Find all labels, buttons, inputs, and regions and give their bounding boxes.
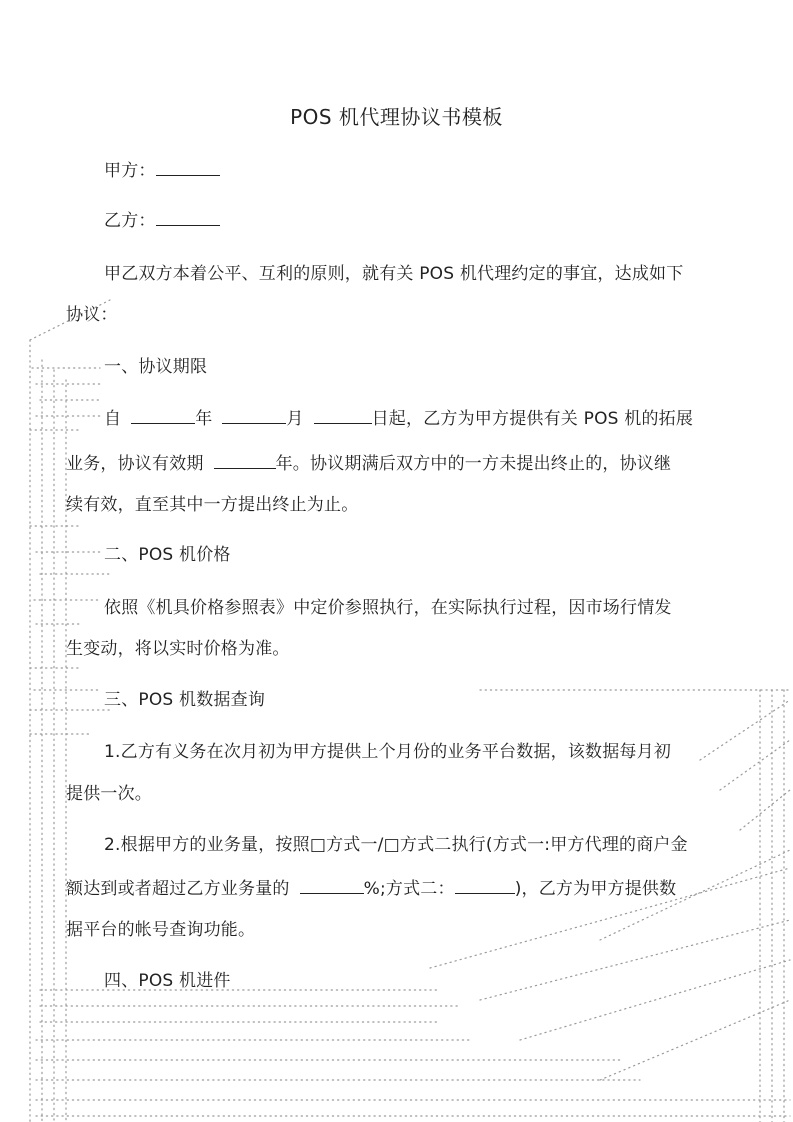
method-two-blank[interactable] [455,877,515,894]
validity-years-blank[interactable] [214,452,276,469]
section1-p2-start: 业务，协议有效期 [66,454,204,474]
section1-p2-rest: 年。协议期满后双方中的一方未提出终止的，协议继 [275,454,672,474]
section3-item2-mid: %;方式二： [363,879,455,899]
section3-item2-line3: 据平台的帐号查询功能。 [66,920,256,940]
section1-para-line3: 续有效，直至其中一方提出终止为止。 [66,495,359,515]
intro-line-2: 协议： [66,305,118,325]
percentage-blank[interactable] [300,877,364,894]
section2-heading: 二、POS 机价格 [104,545,231,565]
month-blank[interactable] [222,407,286,424]
section1-heading: 一、协议期限 [104,357,208,377]
section3-heading: 三、POS 机数据查询 [104,690,266,710]
section3-item2-end: )，乙方为甲方提供数 [514,879,677,899]
party-b-line [104,209,220,233]
section1-para-line1 [104,407,693,431]
section3-item2-start: 额达到或者超过乙方业务量的 [66,879,290,899]
section1-p1-rest: 日起，乙方为甲方提供有关 POS 机的拓展 [371,409,694,429]
section4-heading: 四、POS 机进件 [104,971,231,991]
year-blank[interactable] [131,407,195,424]
party-b-blank[interactable] [156,209,220,226]
section1-p1-start: 自 [104,409,122,429]
section3-item1-line2: 提供一次。 [66,784,152,804]
document-title: POS 机代理协议书模板 [290,105,503,129]
party-a-line [104,159,220,183]
party-a-blank[interactable] [156,159,220,176]
section1-para-line2 [66,452,671,476]
day-blank[interactable] [314,407,372,424]
section3-item2-line1: 2.根据甲方的业务量，按照□方式一/□方式二执行(方式一:甲方代理的商户金 [104,835,688,855]
section3-item1-line1: 1.乙方有义务在次月初为甲方提供上个月份的业务平台数据，该数据每月初 [104,742,672,762]
section3-item2-line2 [66,877,676,901]
section1-p1-month: 月 [286,409,304,429]
section2-para-line1: 依照《机具价格参照表》中定价参照执行，在实际执行过程，因市场行情发 [104,598,672,618]
party-a-label: 甲方： [104,161,156,181]
intro-line-1: 甲乙双方本着公平、互利的原则，就有关 POS 机代理约定的事宜，达成如下 [104,264,684,284]
section1-p1-year: 年 [195,409,213,429]
section2-para-line2: 生变动，将以实时价格为准。 [66,639,290,659]
party-b-label: 乙方： [104,211,156,231]
